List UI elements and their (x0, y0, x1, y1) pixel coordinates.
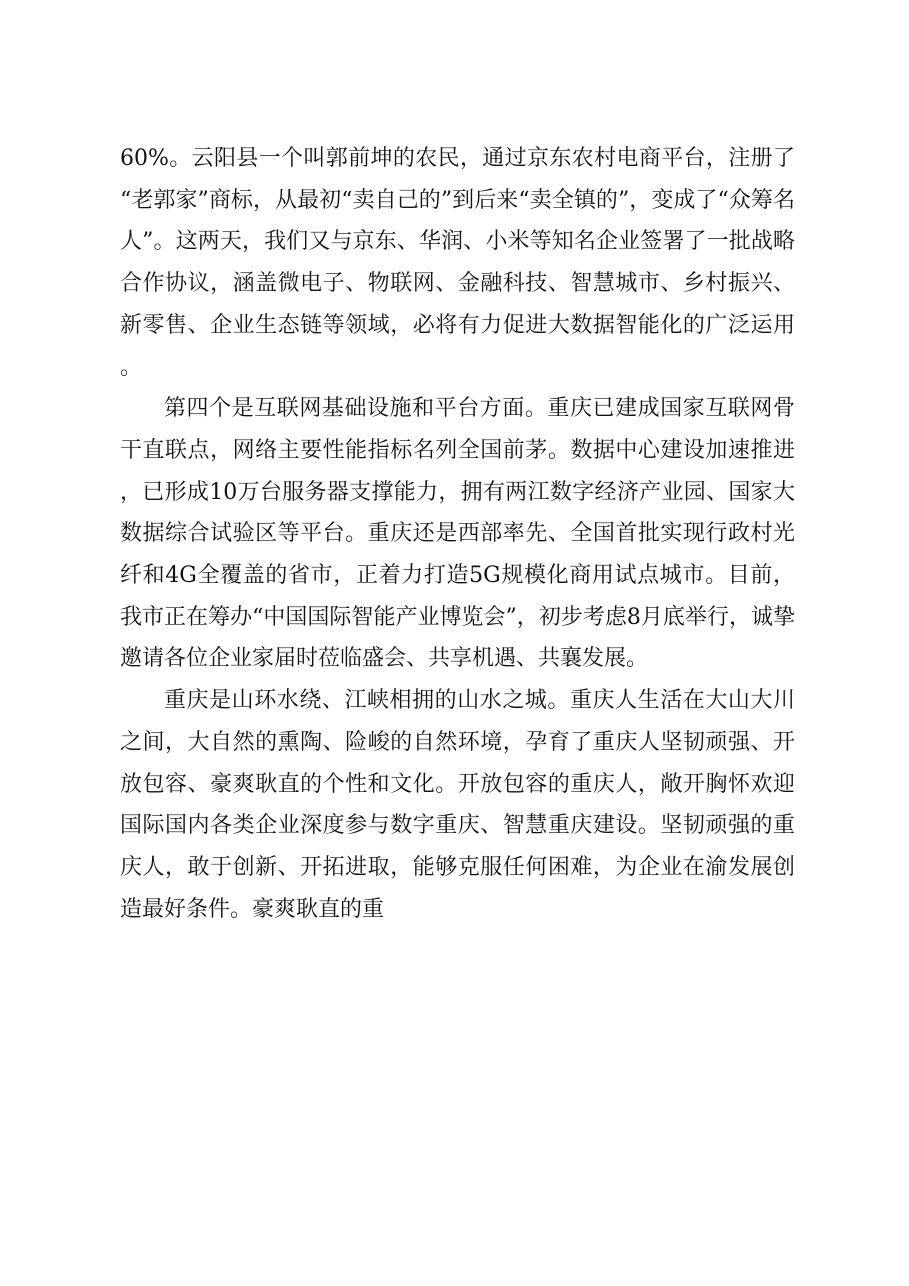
paragraph-continuation: 60%。云阳县一个叫郭前坤的农民，通过京东农村电商平台，注册了“老郭家”商标，从最初“卖自己的”到后来“卖全镇的”，变成了“众筹名人”。这两天，我们又与京东、华润、小米等知名企业签署了一批战略合作协议，涵盖微电子、物联网、金融科技、智慧城市、乡村振兴、新零售、企业生态链等领域，必将有力促进大数据智能化的广泛运用。 (120, 146, 795, 380)
paragraph-internet-infrastructure: 第四个是互联网基础设施和平台方面。重庆已建成国家互联网骨干直联点，网络主要性能指标名列全国前茅。数据中心建设加速推进，已形成10万台服务器支撑能力，拥有两江数字经济产业园、国家大数据综合试验区等平台。重庆还是西部率先、全国首批实现行政村光纤和4G全覆盖的省市，正着力打造5G规模化商用试点城市。目前，我市正在筹办“中国国际智能产业博览会”，初步考虑8月底举行，诚挚邀请各位企业家届时莅临盛会、共享机遇、共襄发展。 (120, 396, 795, 672)
document-body (120, 138, 795, 930)
paragraph-chongqing-culture: 重庆是山环水绕、江峡相拥的山水之城。重庆人生活在大山大川之间，大自然的熏陶、险峻的自然环境，孕育了重庆人坚韧顽强、开放包容、豪爽耿直的个性和文化。开放包容的重庆人，敞开胸怀欢迎国际国内各类企业深度参与数字重庆、智慧重庆建设。坚韧顽强的重庆人，敢于创新、开拓进取，能够克服任何困难，为企业在渝发展创造最好条件。豪爽耿直的重 (120, 688, 795, 922)
